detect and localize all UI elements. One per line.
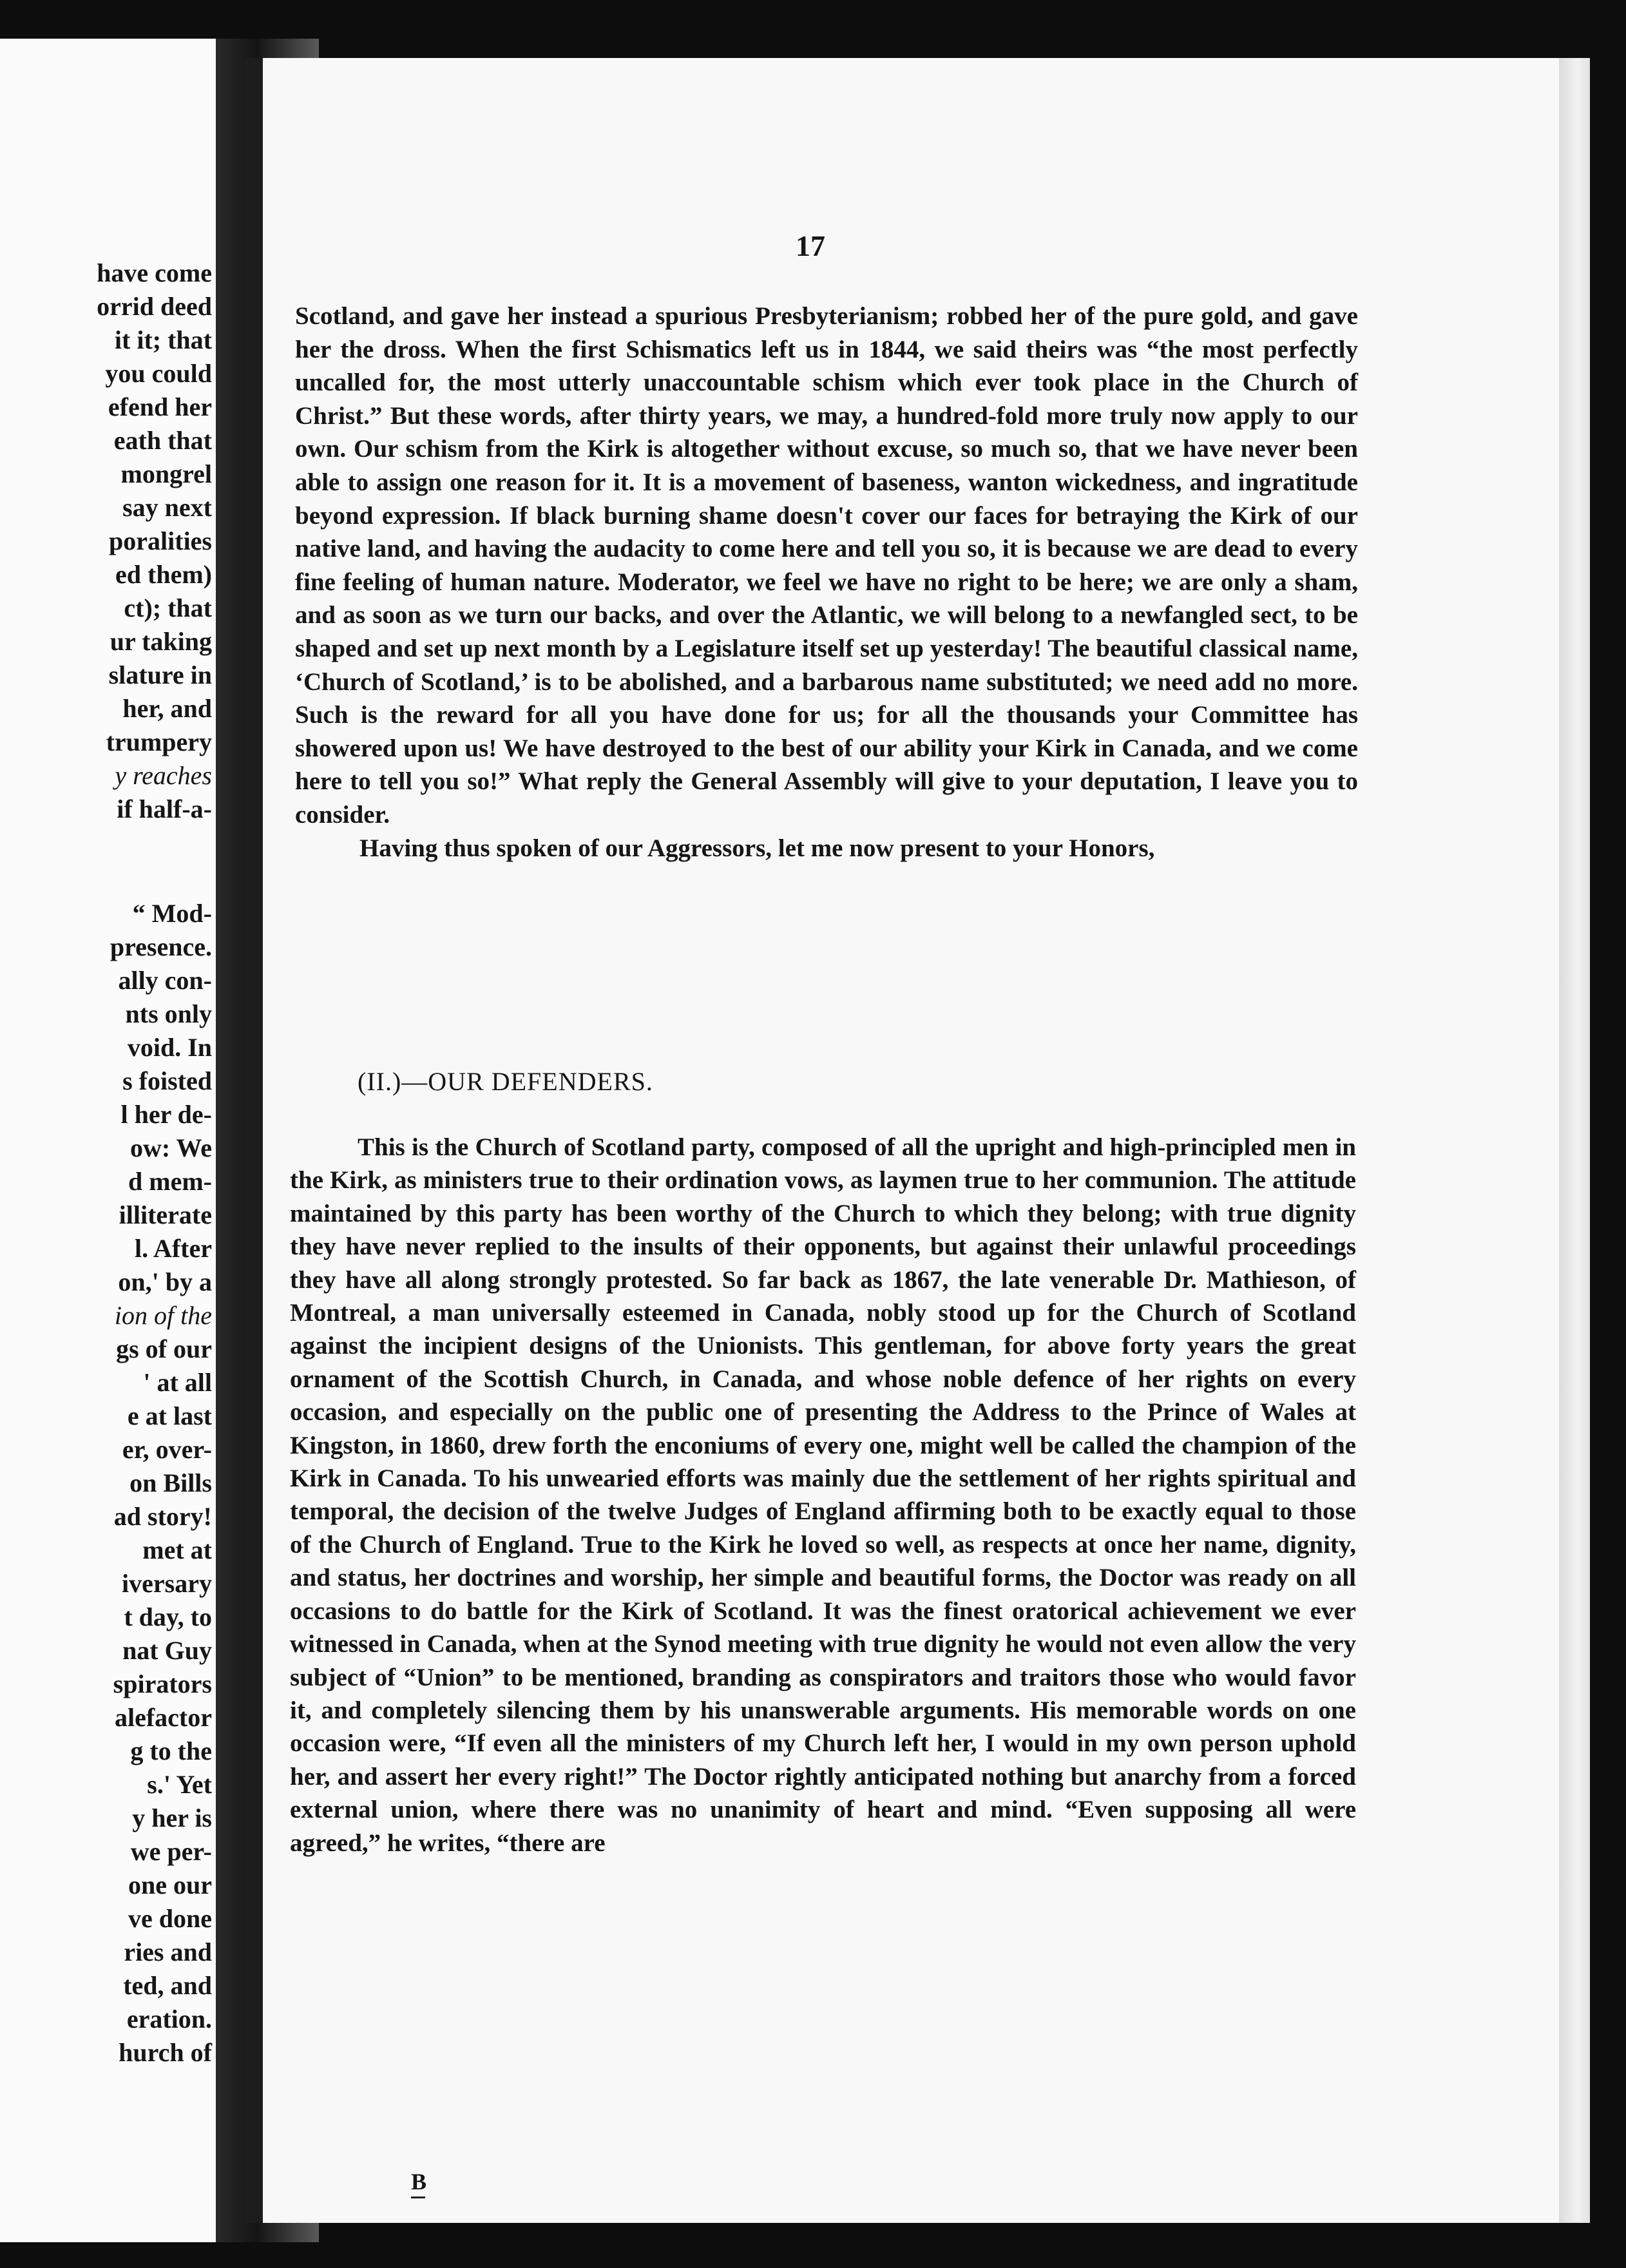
left-page-line: eath that <box>113 426 212 455</box>
paragraph-transition: Having thus spoken of our Aggressors, let me now present to your Honors, <box>359 834 1155 862</box>
left-page-line: ve done <box>128 1904 212 1933</box>
left-page-line: orrid deed <box>97 292 212 321</box>
left-page-line: gs of our <box>116 1334 212 1363</box>
paragraph-continued: Scotland, and gave her instead a spurious Presbyterianism; robbed her of the pure gold, and gave her the dross. When the first Schismatics left us in 1844, we said theirs was “the most perfectly uncalled for, the most utterly unaccountable schism which ever took place in the Church of Christ.” But these words, after thirty years, we may, a hundred-fold more truly now apply to our own. Our schism from the Kirk is altogether without excuse, so much so, that we have never been able to assign one reason for it. It is a movement of baseness, wanton wickedness, and ingratitude beyond expression. If black burning shame doesn't cover our faces for betraying the Kirk of our native land, and having the audacity to come here and tell you so, it is because we are dead to every fine feeling of human nature. Moderator, we feel we have no right to be here; we are only a sham, and as soon as we turn our backs, and over the Atlantic, we will belong to a newfangled sect, to be shaped and set up next month by a Legislature itself set up yesterday! The beautiful classical name, ‘Church of Scotland,’ is to be abolished, and a barbarous name substituted; we need add no more. Such is the reward for all you have done for us; for all the thousands your Committee has showered upon us! We have destroyed to the best of our ability your Kirk in Canada, and we come here to tell you so!” What reply the General Assembly will give to your deputation, I leave you to consider. <box>295 302 1358 829</box>
left-page-line: say next <box>122 493 212 522</box>
left-page-line: presence. <box>110 932 212 961</box>
left-page-line: you could <box>105 359 212 388</box>
left-page-line: spirators <box>113 1669 212 1698</box>
left-page-line: trumpery <box>106 727 212 756</box>
left-page-line <box>0 826 216 897</box>
left-page-line: e at last <box>127 1401 212 1430</box>
left-page-line: s.' Yet <box>147 1770 212 1799</box>
left-page-line: on,' by a <box>118 1267 212 1296</box>
page-edge <box>1559 58 1590 2223</box>
left-page-line: hurch of <box>119 2038 212 2067</box>
left-page-line: “ Mod- <box>132 899 212 928</box>
left-page-line: er, over- <box>122 1435 212 1464</box>
left-page-line: g to the <box>130 1736 212 1765</box>
main-text-bottom <box>290 1131 1356 1860</box>
section-heading: (II.)—OUR DEFENDERS. <box>358 1067 653 1096</box>
left-page-line: iversary <box>122 1569 212 1598</box>
left-page-line: illiterate <box>119 1200 212 1229</box>
left-page-text <box>0 256 216 2070</box>
left-facing-page <box>0 39 216 2242</box>
left-page-line: ally con- <box>118 966 212 995</box>
left-page-line: efend her <box>108 392 212 421</box>
left-page-line: ed them) <box>115 560 212 589</box>
left-page-line: d mem- <box>128 1167 212 1196</box>
paragraph-defenders: This is the Church of Scotland party, composed of all the upright and high-principled men in the Kirk, as ministers true to their ordination vows, as laymen true to her communion. The attitude maintained by this party has been worthy of the Church to which they belong; with true dignity they have never replied to the insults of their opponents, but against their unlawful proceedings they have all along strongly protested. So far back as 1867, the late venerable Dr. Mathieson, of Montreal, a man universally esteemed in Canada, nobly stood up for the Church of Scotland against the incipient designs of the Unionists. This gentleman, for above forty years the great ornament of the Scottish Church, in Canada, and whose noble defence of her rights on every occasion, and especially on the public one of presenting the Address to the Prince of Wales at Kingston, in 1860, drew forth the enconiums of every one, might well be called the champion of the Kirk in Canada. To his unwearied efforts was mainly due the settlement of her rights spiritual and temporal, the decision of the twelve Judges of England affirming both to be exactly equal to those of the Church of England. True to the Kirk he loved so well, as respects at once her name, dignity, and status, her doctrines and worship, her simple and beautiful forms, the Doctor was ready on all occasions to do battle for the Kirk of Scotland. It was the finest oratorical achievement we ever witnessed in Canada, when at the Synod meeting with true dignity he would not even allow the very subject of “Union” to be mentioned, branding as conspirators and traitors those who would favor it, and completely silencing them by his unanswerable arguments. His memorable words on one occasion were, “If even all the ministers of my Church left her, I would in my own person uphold her, and assert her every right!” The Doctor rightly anticipated nothing but anarchy from a forced external union, where there was no unanimity of heart and mind. “Even supposing all were agreed,” he writes, “there are <box>290 1133 1356 1857</box>
page-number: 17 <box>796 229 825 262</box>
left-page-line: ion of the <box>114 1301 212 1330</box>
left-page-line: s foisted <box>122 1066 212 1095</box>
left-page-line: void. In <box>127 1033 212 1062</box>
left-page-line: ries and <box>124 1937 212 1966</box>
left-page-line: ' at all <box>143 1368 212 1397</box>
left-page-line: t day, to <box>124 1602 212 1631</box>
left-page-line: it it; that <box>114 325 212 354</box>
main-text-top <box>295 300 1358 865</box>
left-page-line: ur taking <box>110 627 212 656</box>
left-page-line: y reaches <box>115 761 212 790</box>
left-page-line: ct); that <box>124 593 212 622</box>
left-page-line: on Bills <box>129 1468 212 1497</box>
left-page-line: y her is <box>132 1803 212 1832</box>
left-page-line: ad story! <box>113 1502 212 1531</box>
left-page-line: l. After <box>135 1234 212 1263</box>
left-page-line: ted, and <box>123 1971 212 2000</box>
signature-mark: B <box>411 2168 426 2198</box>
left-page-line: alefactor <box>114 1703 212 1732</box>
left-page-line: l her de- <box>120 1100 212 1129</box>
left-page-line: eration. <box>126 2004 212 2033</box>
left-page-line: we per- <box>130 1837 212 1866</box>
left-page-line: met at <box>142 1535 212 1564</box>
left-page-line: one our <box>128 1870 212 1899</box>
left-page-line: have come <box>97 258 212 287</box>
left-page-line: nat Guy <box>122 1636 212 1665</box>
left-page-line: mongrel <box>120 459 212 488</box>
left-page-line: poralities <box>109 526 212 555</box>
left-page-line: her, and <box>122 694 212 723</box>
left-page-line: nts only <box>125 999 212 1028</box>
left-page-line: if half-a- <box>117 794 212 823</box>
left-page-line: ow: We <box>129 1133 212 1162</box>
left-page-line: slature in <box>108 660 212 689</box>
